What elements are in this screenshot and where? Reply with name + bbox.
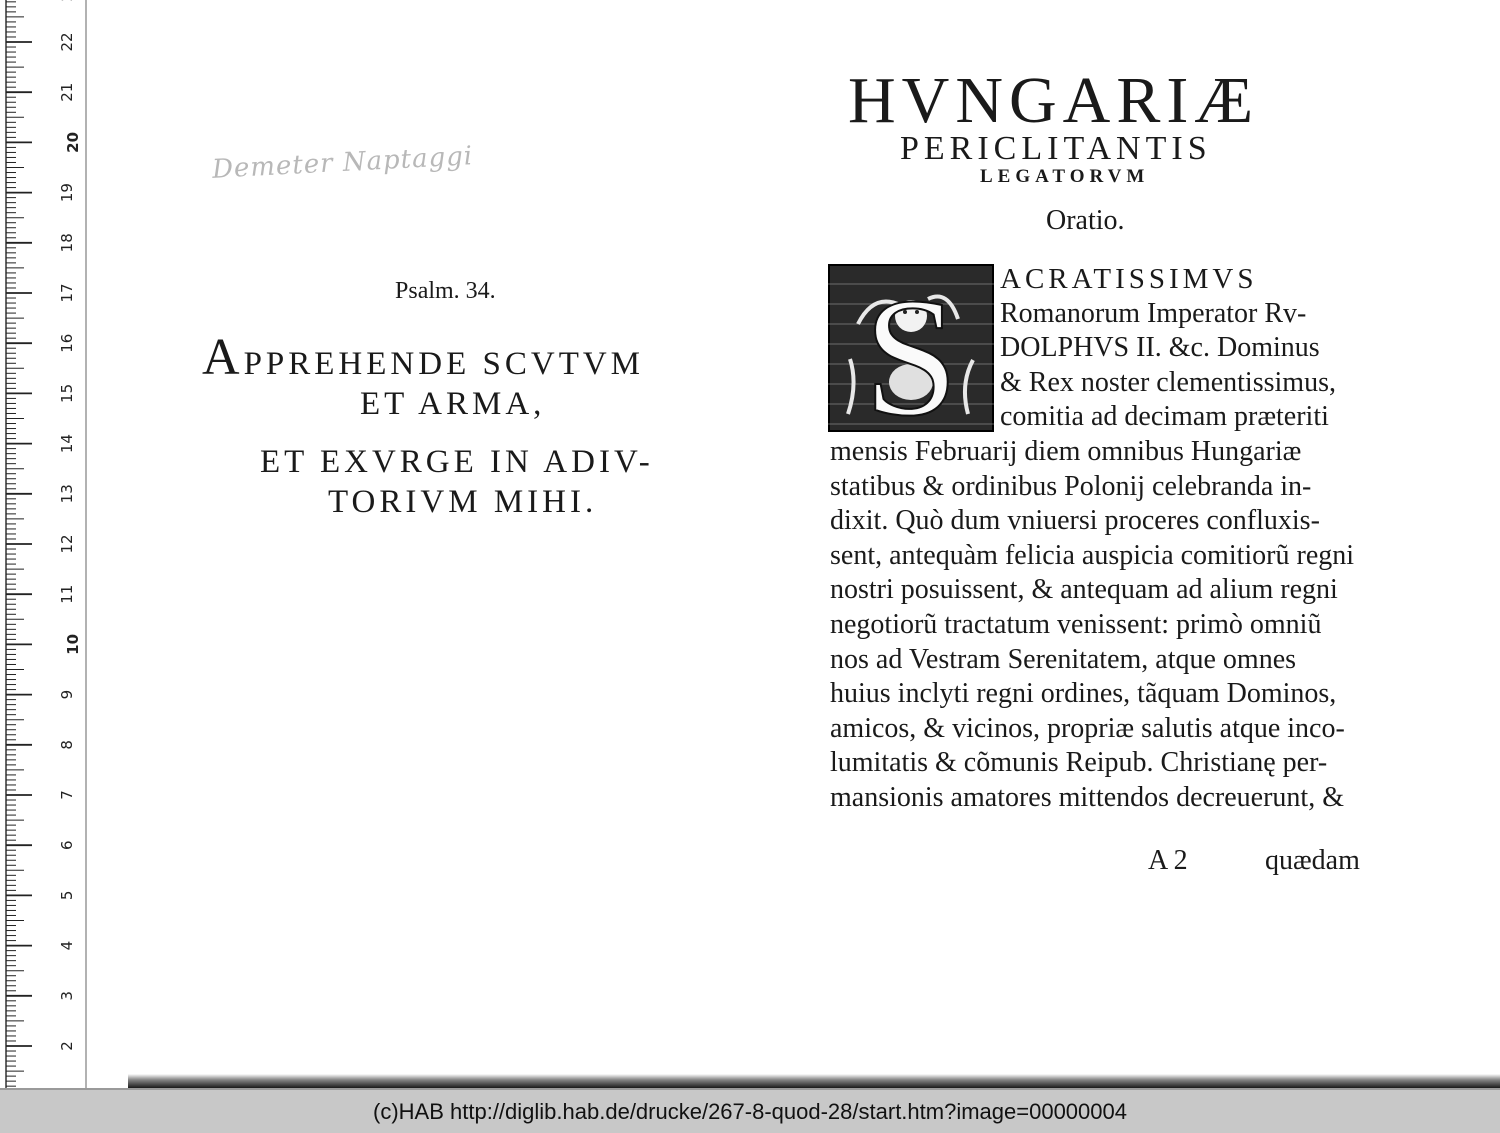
page-bottom-edge	[128, 1074, 1500, 1088]
text-line: DOLPHVS II. &c. Dominus	[1000, 332, 1320, 364]
footer-text: (c)HAB http://diglib.hab.de/drucke/267-8-quod-28/start.htm?image=00000004	[373, 1098, 1127, 1124]
ruler-label: 5	[58, 890, 76, 901]
text-line: & Rex noster clementissimus,	[1000, 366, 1336, 398]
ruler-label: 18	[58, 233, 76, 253]
psalm-verse	[202, 329, 762, 522]
title-main: HVNGARIÆ	[848, 64, 1259, 137]
ruler-label: 11	[58, 584, 76, 604]
text-line: statibus & ordinibus Polonij celebranda in-	[830, 470, 1312, 502]
ruler-label: 3	[58, 991, 76, 1001]
ruler-label: 13	[58, 484, 76, 504]
verse-line-4: TORIVM MIHI.	[328, 484, 598, 520]
ruler-label: 19	[58, 183, 76, 203]
signature-mark: A 2	[1148, 845, 1188, 876]
text-line: sent, antequàm felicia auspicia comitiorũ regni	[830, 539, 1355, 571]
ruler-label: 2	[58, 1041, 76, 1051]
ruler-label: 8	[58, 740, 76, 750]
text-line: Romanorum Imperator Rv-	[1000, 297, 1307, 329]
ruler-label: 4	[58, 940, 76, 951]
measuring-ruler	[0, 0, 128, 1088]
verse-line-1	[202, 329, 762, 386]
ruler-label	[58, 0, 76, 1]
text-line: dixit. Quò dum vniuersi proceres confluxis-	[830, 505, 1320, 537]
ruler-label: 9	[58, 689, 76, 700]
ruler-label: 6	[58, 840, 76, 850]
text-line: negotiorũ tractatum venissent: primò omniũ	[830, 608, 1322, 640]
section-heading: Oratio.	[1046, 205, 1125, 236]
ruler-label: 17	[58, 283, 76, 303]
text-line: mensis Februarij diem omnibus Hungariæ	[830, 435, 1302, 467]
text-line: mansionis amatores mittendos decreuerunt, &	[830, 781, 1344, 813]
text-line: nos ad Vestram Serenitatem, atque omnes	[830, 643, 1297, 675]
ruler-label: 14	[58, 434, 76, 454]
text-line: amicos, & vicinos, propriæ salutis atque inco-	[830, 712, 1345, 744]
ruler-label: 10	[64, 633, 82, 655]
text-line: ACRATISSIMVS	[1000, 263, 1258, 295]
title-subtitle: PERICLITANTIS	[900, 130, 1212, 167]
initial-letter: S	[863, 263, 959, 451]
verse-line-1-text: PPREHENDE SCVTVM	[243, 346, 645, 382]
ruler-label: 22	[58, 32, 76, 52]
ruler-label: 7	[58, 790, 76, 800]
ruler-label: 16	[58, 333, 76, 353]
text-line: nostri posuissent, & antequam ad alium regni	[830, 574, 1338, 606]
verse-line-2: ET ARMA,	[360, 386, 546, 422]
oration-text	[830, 262, 1365, 816]
pencil-annotation: Demeter Naptaggi	[211, 141, 474, 185]
verse-initial-cap: A	[202, 329, 244, 386]
text-line: huius inclyti regni ordines, tãquam Dominos,	[830, 678, 1337, 710]
psalm-reference: Psalm. 34.	[395, 278, 496, 304]
ruler-label: 12	[58, 534, 76, 554]
title-subtitle-2: LEGATORVM	[980, 166, 1150, 187]
ruler-label: 20	[64, 131, 82, 153]
verse-line-3: ET EXVRGE IN ADIV-	[260, 444, 654, 480]
catchword: quædam	[1265, 845, 1360, 876]
text-line: comitia ad decimam præteriti	[1000, 401, 1329, 433]
ruler-label: 21	[58, 82, 76, 102]
ruler-graphic	[0, 0, 128, 1088]
copyright-footer	[0, 1088, 1500, 1133]
ruler-label: 15	[58, 383, 76, 403]
text-line: lumitatis & cõmunis Reipub. Christianę per-	[830, 747, 1328, 779]
